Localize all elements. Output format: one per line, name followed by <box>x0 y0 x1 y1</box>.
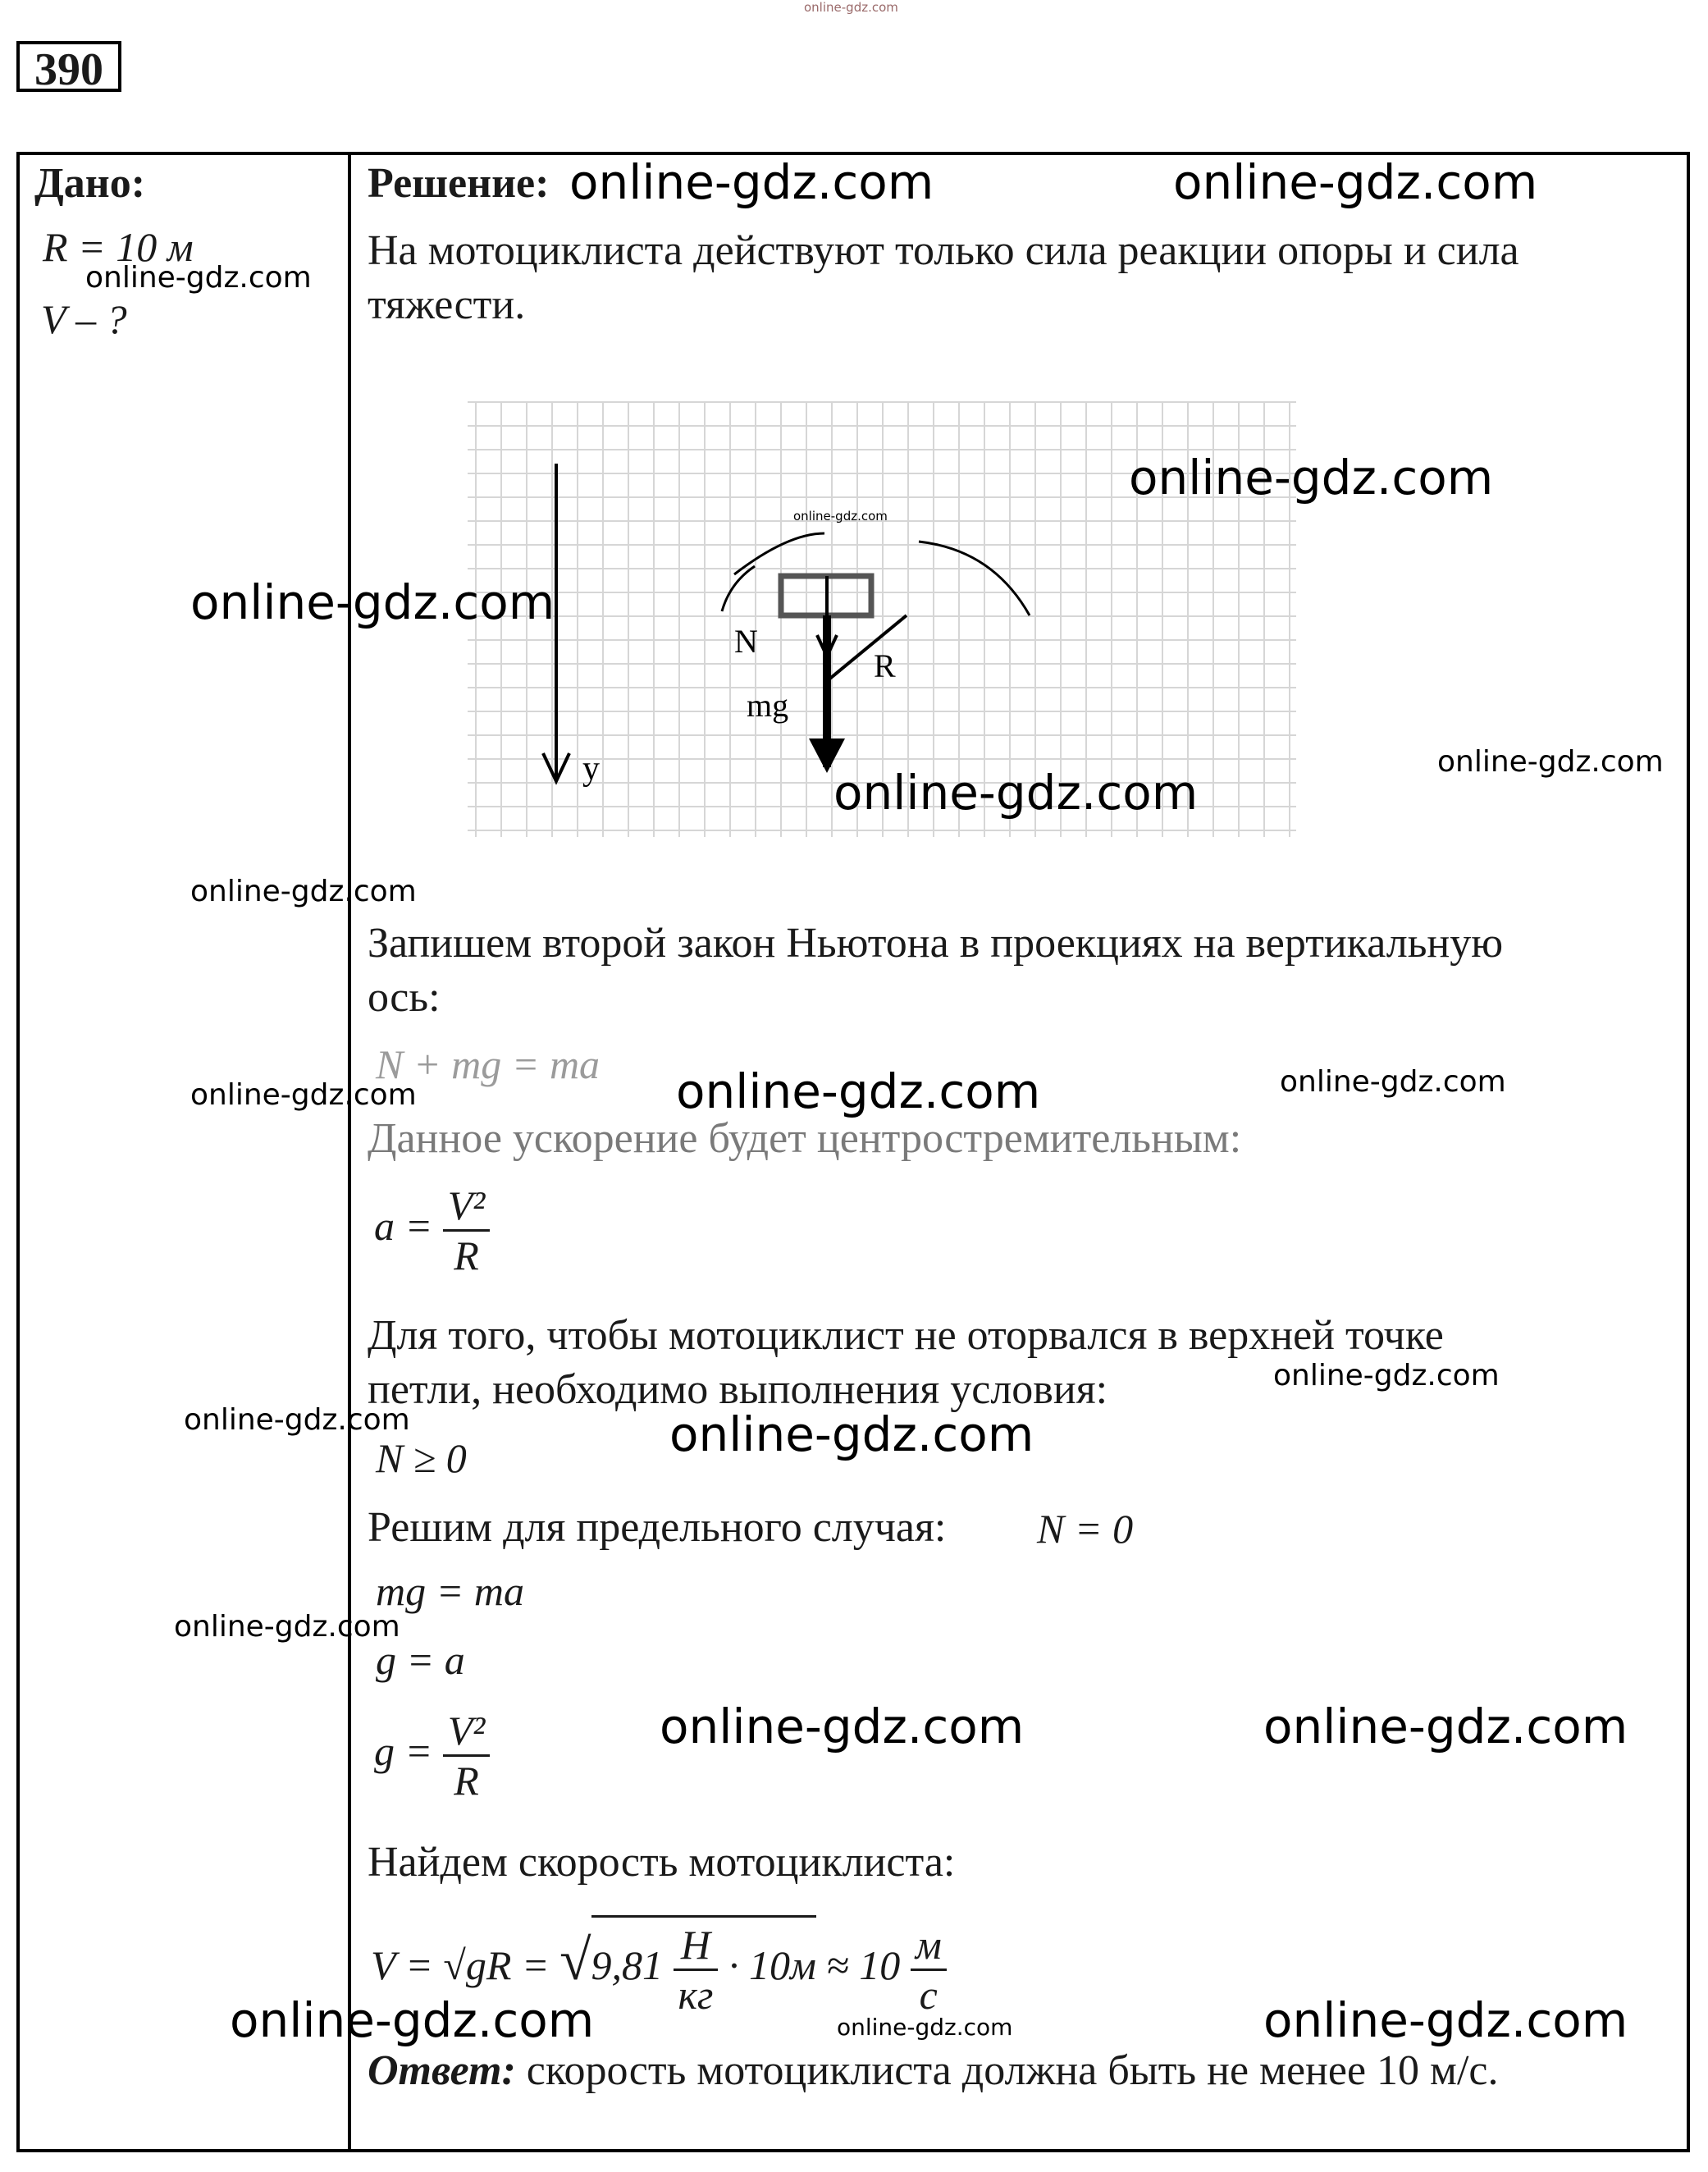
label-n: N <box>734 623 758 660</box>
result-unit-numerator: м <box>911 1921 947 1971</box>
watermark: online-gdz.com <box>1437 745 1664 779</box>
unit-numerator: Н <box>674 1921 719 1971</box>
fraction <box>443 1707 491 1804</box>
watermark: online-gdz.com <box>660 1699 1025 1754</box>
radicand <box>591 1915 816 2019</box>
radicand-radius: · 10м <box>728 1941 816 1988</box>
result-unit-denominator: с <box>919 1972 938 2018</box>
watermark: online-gdz.com <box>184 1403 410 1437</box>
watermark: online-gdz.com <box>174 1610 400 1644</box>
eq-g-left: g = <box>374 1727 433 1774</box>
problem-number: 390 <box>16 41 121 92</box>
watermark: online-gdz.com <box>230 1992 595 2048</box>
given-unknown: V – ? <box>41 296 127 342</box>
gravity-force-arrow <box>809 615 845 773</box>
watermark: online-gdz.com <box>837 2014 1013 2041</box>
newton-line-1: Запишем второй закон Ньютона в проекциях на вертикальную <box>368 920 1504 967</box>
fraction <box>443 1182 491 1279</box>
newton-line-2: ось: <box>368 974 441 1021</box>
eq-newton: N + mg = ma <box>376 1041 601 1087</box>
watermark: online-gdz.com <box>1263 1699 1628 1754</box>
label-mg: mg <box>747 687 789 724</box>
sqrt-sign: √ <box>559 1928 591 1992</box>
limit-text: Решим для предельного случая: <box>368 1504 947 1551</box>
eq-centripetal <box>374 1182 490 1279</box>
eq-g-a: g = a <box>376 1637 465 1683</box>
watermark: online-gdz.com <box>676 1063 1041 1119</box>
watermark: online-gdz.com <box>190 1078 417 1112</box>
watermark: online-gdz.com <box>669 1406 1034 1462</box>
watermark-top: online-gdz.com <box>804 0 898 15</box>
watermark: online-gdz.com <box>190 574 555 630</box>
y-axis-label: y <box>582 750 600 788</box>
eq-condition: N ≥ 0 <box>376 1435 467 1481</box>
denominator: R <box>454 1758 479 1804</box>
eq-mg-ma: mg = ma <box>376 1568 524 1614</box>
eq-centripetal-left: a = <box>374 1202 433 1249</box>
watermark: online-gdz.com <box>1173 154 1538 210</box>
accel-text: Данное ускорение будет центростремительным: <box>368 1115 1242 1162</box>
radicand-value: 9,81 <box>591 1941 664 1988</box>
unit-fraction <box>674 1921 719 2019</box>
watermark: online-gdz.com <box>1263 1992 1628 2048</box>
approx-value: ≈ 10 <box>826 1941 901 1988</box>
limit-eq: N = 0 <box>1037 1506 1134 1552</box>
watermark: online-gdz.com <box>793 509 888 524</box>
watermark: online-gdz.com <box>569 154 934 210</box>
solution-heading: Решение: <box>368 160 550 207</box>
eq-g-v2r <box>374 1707 490 1804</box>
intro-line-2: тяжести. <box>368 281 526 328</box>
denominator: R <box>454 1232 479 1278</box>
speed-text: Найдем скорость мотоциклиста: <box>368 1839 956 1886</box>
numerator: V² <box>443 1707 491 1757</box>
condition-line-2: петли, необходимо выполнения условия: <box>368 1366 1108 1413</box>
intro-line-1: На мотоциклиста действуют только сила реакции опоры и сила <box>368 227 1519 274</box>
result-unit-fraction <box>911 1921 947 2019</box>
condition-line-1: Для того, чтобы мотоциклист не оторвался в верхней точке <box>368 1312 1444 1359</box>
numerator: V² <box>443 1182 491 1232</box>
watermark: online-gdz.com <box>190 875 417 908</box>
watermark: online-gdz.com <box>1273 1359 1500 1392</box>
answer-label: Ответ: <box>368 2047 516 2094</box>
answer <box>368 2045 1498 2097</box>
given-heading: Дано: <box>34 160 146 207</box>
watermark: online-gdz.com <box>85 261 312 295</box>
watermark: online-gdz.com <box>1129 450 1494 505</box>
watermark: online-gdz.com <box>1280 1065 1506 1099</box>
column-divider <box>348 152 351 2152</box>
given-radius: R = 10 м <box>43 224 194 270</box>
label-r: R <box>874 647 896 684</box>
watermark: online-gdz.com <box>833 765 1199 821</box>
unit-denominator: кг <box>678 1972 714 2018</box>
answer-text: скорость мотоциклиста должна быть не менее 10 м/с. <box>526 2047 1499 2094</box>
speed-lhs: V = √gR = <box>371 1941 550 1988</box>
